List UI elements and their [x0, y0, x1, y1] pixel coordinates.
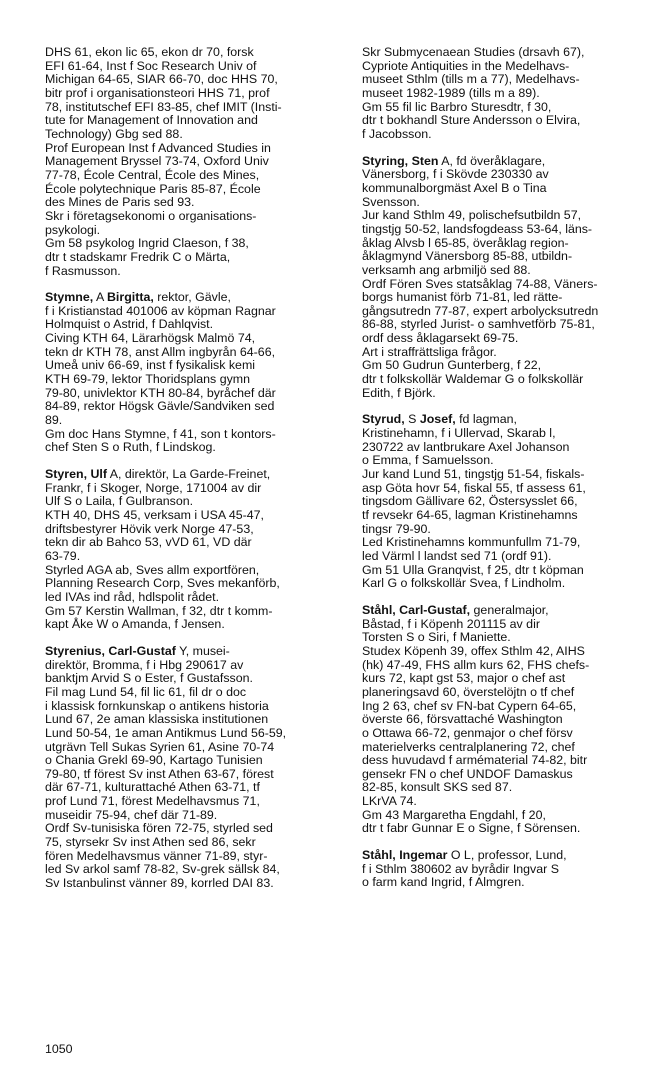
text-line: materielverks centralplanering 72, chef [362, 739, 575, 754]
entry-surname: Styring, [362, 153, 409, 168]
biography-entry [362, 413, 658, 591]
text-line [362, 155, 658, 169]
entry-first-line: rektor, Gävle, [153, 290, 231, 305]
text-line: prof Lund 71, förest Medelhavsmus 71, [45, 794, 260, 809]
text-line: tf revsekr 64-65, lagman Kristinehamns [362, 508, 578, 522]
text-line: Skr Submycenaean Studies (drsavh 67), [362, 45, 585, 59]
text-line [45, 291, 342, 305]
text-line: KTH 40, DHS 45, verksam i USA 45-47, [45, 508, 264, 522]
text-line: Prof European Inst f Advanced Studies in [45, 140, 271, 155]
text-line: 79-80, univlektor KTH 80-84, byråchef där [45, 385, 276, 400]
text-line: Cypriote Antiquities in the Medelhavs- [362, 58, 570, 73]
text-line: fören Medelhavsmus vänner 71-89, styr- [45, 848, 268, 863]
text-line: 79-80, tf förest Sv inst Athen 63-67, förest [45, 766, 274, 781]
left-column [45, 46, 342, 904]
text-line: Skr i företagsekonomi o organisations- [45, 208, 257, 223]
biography-entry [45, 46, 342, 278]
text-line: tingstjg 50-52, landsfogdeass 53-64, läns- [362, 221, 593, 236]
text-line: 63-79. [45, 548, 81, 563]
text-line: Gm 51 Ulla Granqvist, f 25, dtr t köpman [362, 562, 584, 577]
text-line: f i Kristianstad 401006 av köpman Ragnar [45, 303, 276, 318]
text-line: Gm 50 Gudrun Gunterberg, f 22, [362, 358, 542, 373]
entry-first-line: Y, musei- [175, 643, 230, 658]
entry-surname: Styrud, [362, 412, 405, 427]
biography-entry [45, 468, 342, 632]
text-line: Styrled AGA ab, Sves allm exportfören, [45, 562, 260, 577]
text-line: Karl G o folkskollär Svea, f Lindholm. [362, 576, 566, 591]
entry-first-line: O L, professor, Lund, [447, 848, 567, 863]
text-line: asp Göta hovr 54, fiskal 55, tf assess 61, [362, 480, 586, 495]
entry-surname: Styrenius, [45, 643, 105, 658]
text-line [362, 413, 658, 427]
text-line: tute for Management of Innovation and [45, 113, 258, 128]
text-line: Michigan 64-65, SIAR 66-70, doc HHS 70, [45, 72, 278, 87]
text-line: kapt Åke W o Amanda, f Jensen. [45, 617, 225, 632]
text-line: gångsutredn 77-87, expert arbolycksutredn [362, 303, 599, 318]
text-line: Lund 67, 2e aman klassiska institutionen [45, 712, 269, 727]
text-line: f Rasmusson. [45, 263, 121, 278]
text-line: Torsten S o Siri, f Maniette. [362, 630, 511, 645]
entry-first-line: generalmajor, [470, 602, 549, 617]
text-line: ordf dess åklagarsekt 69-75. [362, 331, 519, 346]
text-line: École polytechnique Paris 85-87, École [45, 181, 261, 196]
text-line: f Jacobsson. [362, 126, 432, 141]
text-line: tingsdom Gällivare 62, Östersysslet 66, [362, 494, 578, 509]
text-line: dess huvudavd f armématerial 74-82, bitr [362, 753, 588, 768]
text-line: museet Sthlm (tills m a 77), Medelhavs- [362, 72, 580, 87]
text-line [45, 645, 342, 659]
text-line: 86-88, styrled Jurist- o samhvetförb 75-81, [362, 317, 595, 332]
text-line: Frankr, f i Skoger, Norge, 171004 av dir [45, 480, 262, 495]
text-line: dtr t bokhandl Sture Andersson o Elvira, [362, 113, 581, 128]
text-line: åklagmynd Vänersborg 85-88, utbildn- [362, 249, 573, 264]
page-number: 1050 [45, 1042, 73, 1056]
text-line [45, 468, 342, 482]
text-line: Fil mag Lund 54, fil lic 61, fil dr o doc [45, 684, 247, 699]
text-line: Ordf Fören Sves statsåklag 74-88, Väners- [362, 276, 598, 291]
text-line: direktör, Bromma, f i Hbg 290617 av [45, 657, 244, 672]
text-line: led Sv arkol samf 78-82, Sv-grek sällsk 84, [45, 862, 280, 877]
text-line: Lund 50-54, 1e aman Antikmus Lund 56-59, [45, 725, 287, 740]
text-line: DHS 61, ekon lic 65, ekon dr 70, forsk [45, 45, 254, 59]
text-line: dtr t stadskamr Fredrik C o Märta, [45, 249, 231, 264]
biography-entry [362, 155, 658, 401]
text-line: borgs humanist förb 71-81, led rätte- [362, 290, 563, 305]
text-line: o Chania Grekl 69-90, Kartago Tunisien [45, 753, 263, 768]
text-line: o Ottawa 66-72, genmajor o chef försv [362, 725, 573, 740]
text-line: kommunalborgmäst Axel B o Tina [362, 180, 547, 195]
text-line: museet 1982-1989 (tills m a 89). [362, 85, 540, 100]
entry-surname: Ståhl, [362, 848, 396, 863]
text-line: Ing 2 63, chef sv FN-bat Cypern 64-65, [362, 698, 577, 713]
text-line: Gm 57 Kerstin Wallman, f 32, dtr t komm- [45, 603, 273, 618]
text-line: banktjm Arvid S o Ester, f Gustafsson. [45, 671, 253, 686]
text-line: psykologi. [45, 222, 101, 237]
text-line: där 67-71, kulturattaché Athen 63-71, tf [45, 780, 260, 795]
text-line: Art i straffrättsliga frågor. [362, 344, 497, 359]
text-line [362, 604, 658, 618]
biography-entry [362, 849, 658, 890]
text-line: åklag Alvsb l 65-85, överåklag region- [362, 235, 569, 250]
text-line: Umeå univ 66-69, inst f fysikalisk kemi [45, 358, 256, 373]
text-line: EFI 61-64, Inst f Soc Research Univ of [45, 58, 257, 73]
text-line: Management Bryssel 73-74, Oxford Univ [45, 154, 269, 169]
entry-firstname: Birgitta, [106, 290, 154, 305]
text-line: 84-89, rektor Högsk Gävle/Sandviken sed [45, 399, 275, 414]
text-line: 82-85, konsult SKS sed 87. [362, 780, 513, 795]
entry-firstname: Ulf [90, 467, 107, 482]
text-line: Holmquist o Astrid, f Dahlqvist. [45, 317, 214, 332]
entry-surname: Styren, [45, 467, 88, 482]
text-line: Kristinehamn, f i Ullervad, Skarab l, [362, 426, 556, 441]
text-line: Gm 58 psykolog Ingrid Claeson, f 38, [45, 236, 249, 251]
text-line: Led Kristinehamns kommunfullm 71-79, [362, 535, 581, 550]
text-line [362, 849, 658, 863]
text-line: utgrävn Tell Sukas Syrien 61, Asine 70-74 [45, 739, 275, 754]
text-line: led Värml l landst sed 71 (ordf 91). [362, 548, 552, 563]
entry-initials: A [93, 290, 107, 305]
text-line: Jur kand Lund 51, tingstjg 51-54, fiskals- [362, 467, 585, 482]
entry-surname: Stymne, [45, 290, 94, 305]
text-line: Båstad, f i Köpenh 201115 av dir [362, 616, 540, 631]
text-line: kurs 72, kapt gst 53, major o chef ast [362, 671, 566, 686]
biography-entry [45, 291, 342, 455]
text-line: f i Sthlm 380602 av byrådir Ingvar S [362, 861, 559, 876]
text-line: Vänersborg, f i Skövde 230330 av [362, 167, 549, 182]
text-line: Technology) Gbg sed 88. [45, 126, 183, 141]
text-line: Svensson. [362, 194, 420, 209]
text-line: KTH 69-79, lektor Thoridsplans gymn [45, 372, 250, 387]
text-line: Ordf Sv-tunisiska fören 72-75, styrled sed [45, 821, 273, 836]
text-line: Jur kand Sthlm 49, polischefsutbildn 57, [362, 208, 582, 223]
text-line: planeringsavd 60, överstelöjtn o tf chef [362, 684, 575, 699]
text-line: Edith, f Björk. [362, 385, 436, 400]
text-line: 78, institutschef EFI 83-85, chef IMIT (Insti- [45, 99, 282, 114]
right-column [362, 46, 658, 903]
text-line: tingsr 79-90. [362, 521, 431, 536]
entry-firstname: Ingemar [399, 848, 448, 863]
text-line: o Emma, f Samuelsson. [362, 453, 494, 468]
text-line: överste 66, försvattaché Washington [362, 712, 563, 727]
entry-first-line: fd lagman, [455, 412, 517, 427]
text-line: Gm 55 fil lic Barbro Sturesdtr, f 30, [362, 99, 552, 114]
biography-entry [362, 46, 658, 142]
text-line: Gm 43 Margaretha Engdahl, f 20, [362, 807, 546, 822]
text-line: Planning Research Corp, Sves mekanförb, [45, 576, 280, 591]
text-line: Gm doc Hans Stymne, f 41, son t kontors- [45, 426, 276, 441]
text-line: 75, styrsekr Sv inst Athen sed 86, sekr [45, 835, 256, 850]
entry-firstname: Sten [411, 153, 439, 168]
text-line: chef Sten S o Ruth, f Lindskog. [45, 440, 216, 455]
text-line: verksamh ang arbmiljö sed 88. [362, 262, 531, 277]
biography-entry [45, 645, 342, 891]
text-line: (hk) 47-49, FHS allm kurs 62, FHS chefs- [362, 657, 590, 672]
biography-entry [362, 604, 658, 836]
entry-firstname: Carl-Gustaf [108, 643, 176, 658]
text-line: Civing KTH 64, Lärarhögsk Malmö 74, [45, 331, 256, 346]
text-line: Ulf S o Laila, f Gulbranson. [45, 494, 194, 509]
text-line: led IVAs ind råd, hdlspolit rådet. [45, 589, 220, 604]
text-line: o farm kand Ingrid, f Almgren. [362, 875, 525, 890]
text-line: tekn dr KTH 78, anst Allm ingbyrån 64-66, [45, 344, 276, 359]
entry-surname: Ståhl, Carl-Gustaf, [362, 602, 471, 617]
text-line: des Mines de Paris sed 93. [45, 195, 195, 210]
text-line: gensekr FN o chef UNDOF Damaskus [362, 766, 573, 781]
entry-first-line: A, direktör, La Garde-Freinet, [107, 467, 271, 482]
entry-firstname: Josef, [419, 412, 456, 427]
text-line: bitr prof i organisationsteori HHS 71, prof [45, 85, 270, 100]
entry-initials: S [404, 412, 420, 427]
text-line: LKrVA 74. [362, 794, 417, 809]
text-line: museidir 75-94, chef där 71-89. [45, 807, 218, 822]
entry-first-line: A, fd överåklagare, [438, 153, 546, 168]
text-line: tekn dir ab Bahco 53, vVD 61, VD där [45, 535, 252, 550]
text-line: driftsbestyrer Hövik verk Norge 47-53, [45, 521, 254, 536]
text-line: 89. [45, 413, 63, 428]
text-line: dtr t fabr Gunnar E o Signe, f Sörensen. [362, 821, 581, 836]
text-line: Studex Köpenh 39, offex Sthlm 42, AIHS [362, 643, 585, 658]
text-line: i klassisk fornkunskap o antikens historia [45, 698, 269, 713]
text-line: 230722 av lantbrukare Axel Johanson [362, 439, 570, 454]
text-line: 77-78, École Central, École des Mines, [45, 167, 260, 182]
text-line: Sv Istanbulinst vänner 89, korrled DAI 83. [45, 876, 274, 891]
text-line: dtr t folkskollär Waldemar G o folkskollär [362, 372, 584, 387]
